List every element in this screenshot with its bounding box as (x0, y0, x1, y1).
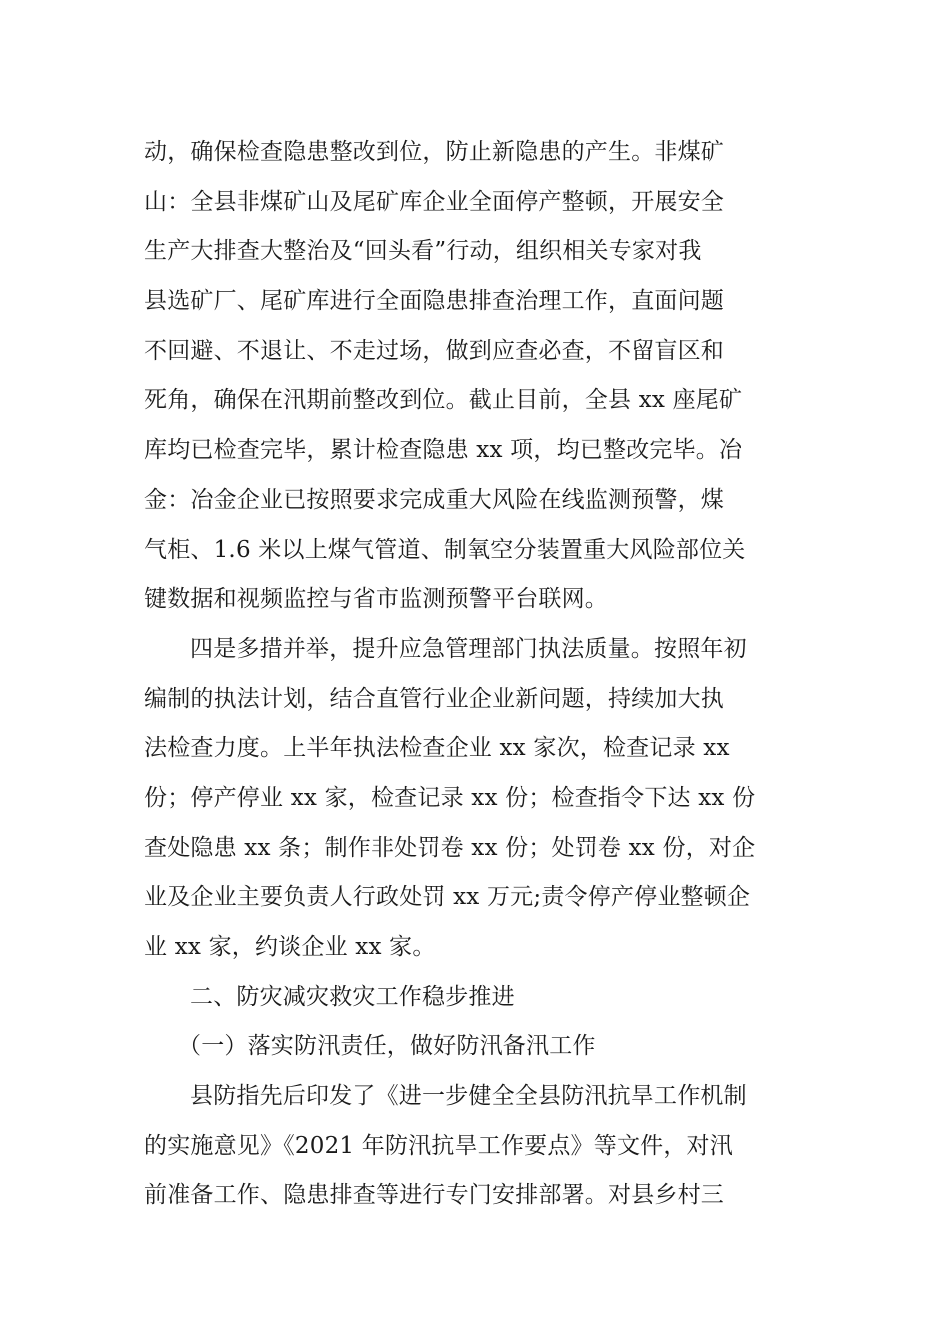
text-line: 的实施意见》《2021 年防汛抗旱工作要点》等文件，对汛 (144, 1132, 733, 1159)
document-body (144, 128, 808, 1221)
subsection-heading: （一）落实防汛责任，做好防汛备汛工作 (178, 1033, 596, 1060)
text-line: 编制的执法计划，结合直管行业企业新问题，持续加大执 (144, 685, 724, 712)
text-line: 前准备工作、隐患排查等进行专门安排部署。对县乡村三 (144, 1182, 724, 1209)
text-line: 业及企业主要负责人行政处罚 xx 万元;责令停产停业整顿企 (144, 884, 751, 911)
paragraph-first-line: 四是多措并举，提升应急管理部门执法质量。按照年初 (190, 635, 747, 662)
text-line: 不回避、不退让、不走过场，做到应查必查，不留盲区和 (144, 337, 724, 364)
text-line: 气柜、1.6 米以上煤气管道、制氧空分装置重大风险部位关 (144, 536, 746, 563)
text-line: 查处隐患 xx 条；制作非处罚卷 xx 份；处罚卷 xx 份，对企 (144, 834, 756, 861)
text-line: 县选矿厂、尾矿库进行全面隐患排查治理工作，直面问题 (144, 288, 724, 315)
text-line: 份；停产停业 xx 家，检查记录 xx 份；检查指令下达 xx 份 (144, 784, 756, 811)
paragraph-first-line: 县防指先后印发了《进一步健全全县防汛抗旱工作机制 (190, 1083, 747, 1110)
text-line: 法检查力度。上半年执法检查企业 xx 家次，检查记录 xx (144, 735, 730, 762)
text-line: 业 xx 家，约谈企业 xx 家。 (144, 934, 436, 960)
section-heading: 二、防灾减灾救灾工作稳步推进 (190, 983, 515, 1010)
text-line: 生产大排查大整治及“回头看”行动，组织相关专家对我 (144, 238, 702, 265)
text-line: 金：冶金企业已按照要求完成重大风险在线监测预警，煤 (144, 486, 724, 513)
text-line: 键数据和视频监控与省市监测预警平台联网。 (144, 586, 608, 613)
text-line: 动，确保检查隐患整改到位，防止新隐患的产生。非煤矿 (144, 139, 724, 165)
text-line: 库均已检查完毕，累计检查隐患 xx 项，均已整改完毕。冶 (144, 437, 743, 464)
text-line: 山：全县非煤矿山及尾矿库企业全面停产整顿，开展安全 (144, 188, 724, 215)
text-line: 死角，确保在汛期前整改到位。截止目前，全县 xx 座尾矿 (144, 387, 743, 414)
